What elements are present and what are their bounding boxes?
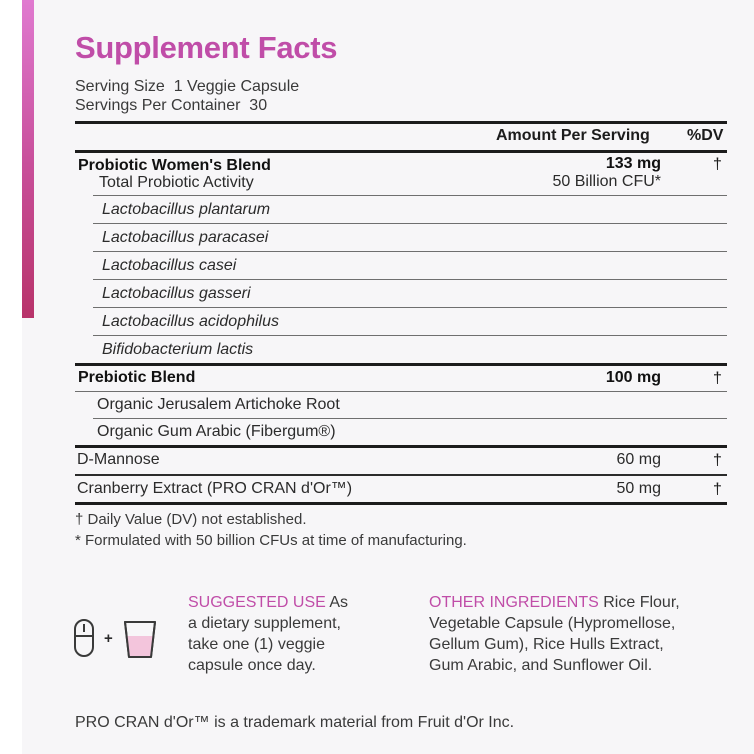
row-rule	[93, 195, 727, 196]
suggested-use-line4: capsule once day.	[188, 657, 316, 674]
row-rule	[93, 279, 727, 280]
prebiotic-blend-amount: 100 mg	[605, 369, 661, 386]
strain-item: Lactobacillus plantarum	[102, 201, 271, 218]
row-rule	[75, 474, 727, 476]
prebiotic-item: Organic Gum Arabic (Fibergum®)	[97, 423, 336, 440]
d-mannose-name: D-Mannose	[77, 451, 160, 468]
row-rule	[93, 418, 727, 419]
serving-size: Serving Size 1 Veggie Capsule	[75, 78, 300, 95]
serving-info	[75, 77, 299, 115]
servings-per-container: Servings Per Container 30	[75, 97, 268, 114]
suggested-use-line1: As	[329, 594, 349, 611]
page-title: Supplement Facts	[75, 30, 338, 65]
section-rule	[75, 363, 727, 366]
d-mannose-dv: †	[713, 452, 722, 469]
suggested-use	[188, 592, 388, 676]
other-ingredients-line3: Gellum Gum), Rice Hulls Extract,	[429, 636, 664, 653]
header-rule	[75, 150, 727, 153]
row-rule	[93, 335, 727, 336]
strain-item: Lactobacillus paracasei	[102, 229, 269, 246]
usage-icons	[73, 614, 165, 660]
other-ingredients-line1: Rice Flour,	[603, 594, 680, 611]
suggested-use-heading: SUGGESTED USE	[188, 594, 326, 611]
other-ingredients-line2: Vegetable Capsule (Hypromellose,	[429, 615, 676, 632]
footnote-dv: † Daily Value (DV) not established.	[75, 511, 307, 528]
cranberry-dv: †	[713, 481, 722, 498]
strain-item: Lactobacillus acidophilus	[102, 313, 279, 330]
capsule-icon	[73, 614, 165, 660]
row-rule	[93, 223, 727, 224]
prebiotic-blend-dv: †	[713, 370, 722, 387]
dv-header: %DV	[687, 127, 724, 144]
trademark-note: PRO CRAN d'Or™ is a trademark material from Fruit d'Or Inc.	[75, 714, 515, 731]
prebiotic-item: Organic Jerusalem Artichoke Root	[97, 396, 340, 413]
strain-item: Lactobacillus gasseri	[102, 285, 251, 302]
other-ingredients-line4: Gum Arabic, and Sunflower Oil.	[429, 657, 653, 674]
footnote-cfu: * Formulated with 50 billion CFUs at time of manufacturing.	[75, 532, 467, 549]
strain-item: Lactobacillus casei	[102, 257, 237, 274]
probiotic-blend-dv: †	[713, 156, 722, 173]
cranberry-name: Cranberry Extract (PRO CRAN d'Or™)	[77, 480, 353, 497]
amount-header: Amount Per Serving	[496, 127, 650, 144]
prebiotic-blend-name: Prebiotic Blend	[78, 369, 196, 386]
table-bottom-rule	[75, 502, 727, 505]
probiotic-blend-amount: 133 mg	[605, 155, 661, 172]
table-top-rule	[75, 121, 727, 124]
accent-bar	[22, 0, 34, 318]
other-ingredients	[429, 592, 729, 676]
row-rule	[93, 251, 727, 252]
section-rule	[75, 445, 727, 448]
probiotic-activity-label: Total Probiotic Activity	[99, 174, 254, 191]
suggested-use-line3: take one (1) veggie	[188, 636, 325, 653]
strain-item: Bifidobacterium lactis	[102, 341, 254, 358]
d-mannose-amount: 60 mg	[616, 451, 661, 468]
other-ingredients-heading: OTHER INGREDIENTS	[429, 594, 599, 611]
suggested-use-line2: a dietary supplement,	[188, 615, 341, 632]
plus-icon: +	[104, 630, 113, 647]
probiotic-blend-name: Probiotic Women's Blend	[78, 157, 271, 174]
row-rule	[93, 307, 727, 308]
row-rule	[75, 391, 727, 392]
cranberry-amount: 50 mg	[616, 480, 661, 497]
probiotic-activity-amount: 50 Billion CFU*	[552, 173, 661, 190]
